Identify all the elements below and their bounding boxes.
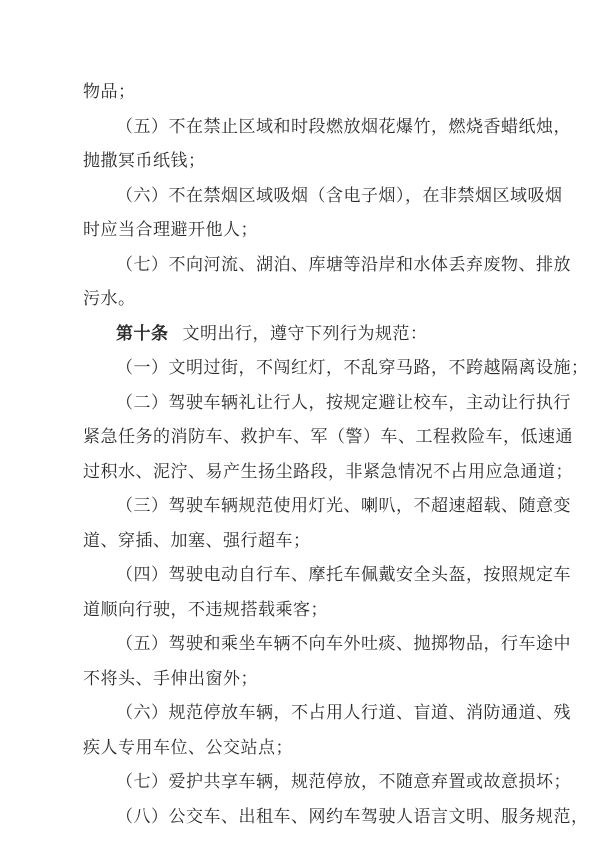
text-line: （六）规范停放车辆，不占用人行道、盲道、消防通道、残 [116,703,571,723]
text-line: （一）文明过街，不闯红灯，不乱穿马路，不跨越隔离设施； [116,358,589,378]
text-line: 不将头、手伸出窗外； [83,669,258,689]
text-line: 过积水、泥泞、易产生扬尘路段，非紧急情况不占用应急通道； [83,462,573,482]
text-line: 紧急任务的消防车、救护车、军（警）车、工程救险车，低速通 [83,427,573,447]
text-line: 物品； [83,82,136,102]
text-line: （四）驾驶电动自行车、摩托车佩戴安全头盔，按照规定车 [116,565,571,585]
text-line: （三）驾驶车辆规范使用灯光、喇叭，不超速超载、随意变 [116,496,571,516]
text-line: 疾人专用车位、公交站点； [83,738,293,758]
text-line: 抛撒冥币纸钱； [83,151,206,171]
text-line: 污水。 [83,289,136,309]
text-line: （二）驾驶车辆礼让行人，按规定避让校车，主动让行执行 [116,393,571,413]
text-line: 道顺向行驶，不违规搭载乘客； [83,600,328,620]
text-line: （八）公交车、出租车、网约车驾驶人语言文明、服务规范， [116,807,589,827]
article-line [116,319,428,349]
text-line: （五）驾驶和乘坐车辆不向车外吐痰、抛掷物品，行车途中 [116,634,571,654]
text-line: （六）不在禁烟区域吸烟（含电子烟），在非禁烟区域吸烟 [116,186,563,206]
article-heading: 第十条 [116,324,169,344]
text-line: （七）爱护共享车辆，规范停放，不随意弃置或故意损坏； [116,772,571,792]
text-line: 道、穿插、加塞、强行超车； [83,531,311,551]
text-line: （七）不向河流、湖泊、库塘等沿岸和水体丢弃废物、排放 [116,255,571,275]
text-line: （五）不在禁止区域和时段燃放烟花爆竹，燃烧香蜡纸烛， [116,117,571,137]
article-text: 文明出行，遵守下列行为规范： [182,324,428,344]
text-line: 时应当合理避开他人； [83,220,258,240]
